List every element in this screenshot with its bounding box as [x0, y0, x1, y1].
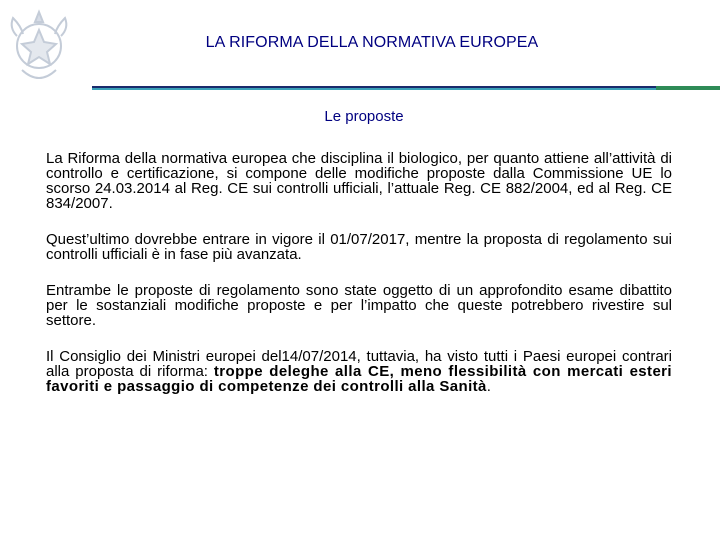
paragraph-consiglio-end: .: [486, 378, 491, 395]
paragraph-vigore: Quest’ultimo dovrebbe entrare in vigore il 01/07/2017, mentre la proposta di regolamento sui controlli ufficiali è in fase più avanzata.: [46, 231, 672, 263]
emblem-icon: [4, 6, 74, 90]
section-subtitle: Le proposte: [324, 108, 404, 125]
header-divider: [92, 86, 720, 90]
paragraph-esame: Entrambe le proposte di regolamento sono state oggetto di un approfondito esame dibattito per le sostanziali modifiche proposte e per l’impatto che queste potrebbero rivestire sul settore.: [46, 282, 672, 329]
paragraph-consiglio-intro: Il Consiglio dei Ministri europei del14/07/2014, tuttavia, ha visto tutti i Paesi europei contrari alla proposta di riforma:: [46, 348, 672, 380]
page-title: LA RIFORMA DELLA NORMATIVA EUROPEA: [205, 34, 539, 51]
body-text: [46, 151, 672, 415]
paragraph-consiglio-highlight: troppe deleghe alla CE, meno flessibilità con mercati esteri favoriti e passaggio di competenze dei controlli alla Sanità: [46, 363, 672, 395]
paragraph-consiglio: [46, 349, 672, 394]
paragraph-riforma: La Riforma della normativa europea che disciplina il biologico, per quanto attiene all’attività di controllo e certificazione, si compone delle modifiche proposte dalla Commissione UE lo scorso 24.03.2014 al Reg. CE sui controlli ufficiali, l’attuale Reg. CE 882/2004, ed al Reg. CE 834/2007.: [46, 150, 672, 212]
